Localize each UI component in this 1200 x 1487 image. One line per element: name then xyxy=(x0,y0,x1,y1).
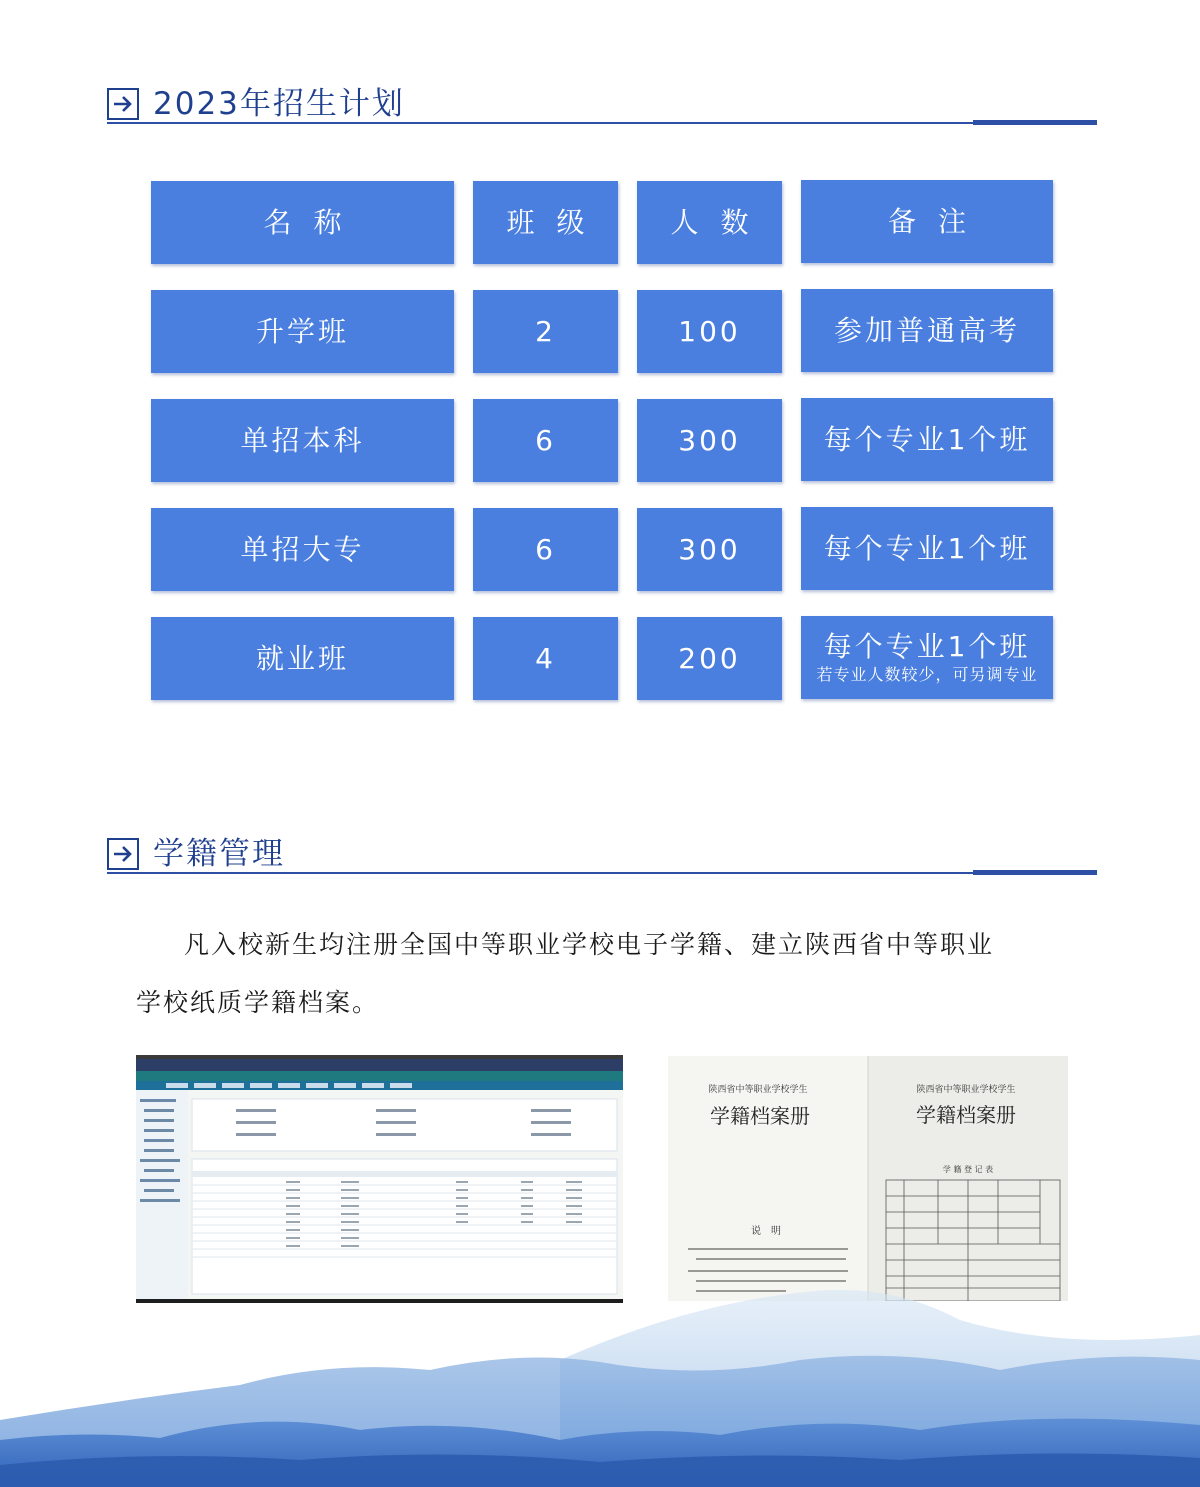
table-cell-name xyxy=(151,399,454,482)
header-cell-name xyxy=(151,181,454,264)
right-booklet-header: 陕西省中等职业学校学生 xyxy=(916,1085,1016,1095)
right-booklet-title: 学籍档案册 xyxy=(916,1103,1016,1127)
table-cell-note xyxy=(801,616,1053,699)
paper-records-image xyxy=(668,1056,1068,1301)
paragraph xyxy=(136,916,1086,1032)
paper-records-photo xyxy=(668,1056,1068,1301)
left-booklet-header: 陕西省中等职业学校学生 xyxy=(708,1085,808,1095)
table-cell-count xyxy=(637,399,782,482)
table-cell-classes xyxy=(473,290,618,373)
cell-text: 每个专业1个班 xyxy=(823,422,1031,456)
cell-text: 就业班 xyxy=(255,641,349,675)
section-header-records xyxy=(107,834,1097,876)
arrow-right-icon xyxy=(107,88,139,120)
arrow-right-icon xyxy=(107,838,139,870)
table-cell-classes xyxy=(473,508,618,591)
header-cell-note xyxy=(801,180,1053,263)
table-cell-name xyxy=(151,508,454,591)
table-cell-classes xyxy=(473,399,618,482)
divider-accent xyxy=(973,120,1097,125)
header-cell-count xyxy=(637,181,782,264)
paragraph-line: 凡入校新生均注册全国中等职业学校电子学籍、建立陕西省中等职业 xyxy=(184,930,995,959)
divider xyxy=(107,872,1097,874)
table-cell-note xyxy=(801,507,1053,590)
records-system-image xyxy=(136,1059,623,1299)
cell-text: 每个专业1个班 xyxy=(823,531,1031,565)
section-title: 2023年招生计划 xyxy=(153,86,405,122)
table-cell-note xyxy=(801,398,1053,481)
header-label: 名称 xyxy=(263,205,364,239)
cell-text: 300 xyxy=(678,423,741,457)
mountain-landscape-decoration xyxy=(0,1290,1200,1487)
cell-text: 200 xyxy=(678,641,741,675)
cell-text: 参加普通高考 xyxy=(833,313,1020,347)
cell-text: 每个专业1个班 xyxy=(823,629,1031,663)
header-label: 备注 xyxy=(887,204,988,238)
records-system-screenshot xyxy=(136,1055,623,1303)
cell-text: 4 xyxy=(535,641,556,675)
divider-accent xyxy=(973,870,1097,875)
section-header-enrollment xyxy=(107,84,1097,126)
paragraph-line: 学校纸质学籍档案。 xyxy=(136,988,380,1017)
header-label: 班级 xyxy=(506,205,607,239)
cell-text: 100 xyxy=(678,314,741,348)
cell-text: 单招大专 xyxy=(240,532,365,566)
cell-subnote: 若专业人数较少，可另调专业 xyxy=(816,664,1038,684)
table-cell-name xyxy=(151,290,454,373)
header-cell-classes xyxy=(473,181,618,264)
cell-text: 升学班 xyxy=(255,314,349,348)
table-cell-note xyxy=(801,289,1053,372)
divider xyxy=(107,122,1097,124)
section-title: 学籍管理 xyxy=(153,836,285,872)
table-cell-count xyxy=(637,290,782,373)
table-cell-name xyxy=(151,617,454,700)
form-title: 学 籍 登 记 表 xyxy=(942,1165,994,1174)
cell-text: 单招本科 xyxy=(240,423,365,457)
table-cell-count xyxy=(637,617,782,700)
cell-text: 6 xyxy=(535,423,556,457)
left-booklet-title: 学籍档案册 xyxy=(710,1104,810,1128)
table-cell-count xyxy=(637,508,782,591)
left-note-title: 说 明 xyxy=(751,1226,781,1237)
header-label: 人数 xyxy=(670,205,771,239)
cell-text: 300 xyxy=(678,532,741,566)
cell-text: 6 xyxy=(535,532,556,566)
cell-text: 2 xyxy=(535,314,556,348)
table-cell-classes xyxy=(473,617,618,700)
